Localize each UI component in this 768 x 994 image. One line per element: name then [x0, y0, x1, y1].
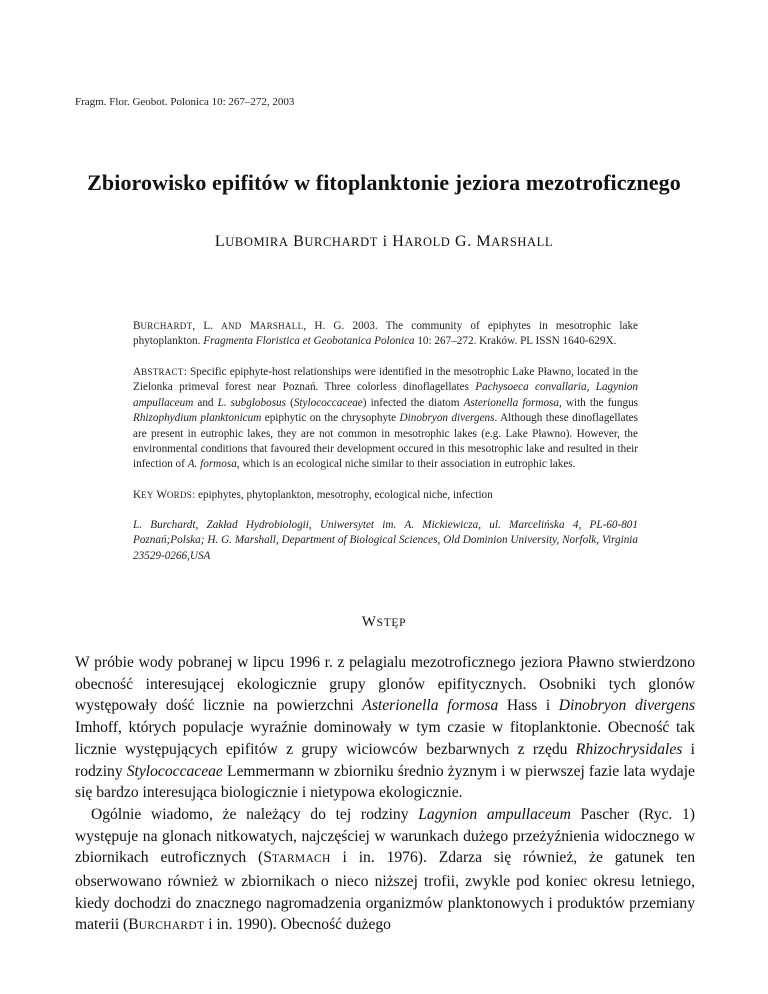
abstract-family: Stylococcaceae: [293, 396, 363, 409]
abstract-species-6: A. formosa: [187, 458, 237, 471]
p1-text-3: Imhoff, których populacje wyraźnie dominowały w tym czasie w fitoplanktonie. Obecność tak licznie występujących epifitów z grupy wiciowców bezbarwnych z rzędu: [75, 719, 695, 758]
citation-text-2: , H. G. 2003. The community of epiphytes in mesotrophic lake phytoplankton.: [133, 320, 639, 348]
citation-and: AND: [221, 321, 242, 331]
p2-ref1-initial: S: [263, 849, 272, 867]
keywords-label-rest: ORDS: [166, 490, 193, 500]
p1-text-4: i rodziny: [75, 740, 695, 780]
article-title: Zbiorowisko epifitów w fitoplanktonie jeziora mezotroficznego: [87, 170, 681, 195]
abstract-species-5: Dinobryon divergens: [399, 412, 495, 425]
abstract-paren-open: (: [290, 396, 294, 409]
abstract-text-1: Specific epiphyte-host relationships were identified in the mesotrophic Lake Pławno, located in the Zielonka primeval forest near Poznań. Three colorless dinoflagellates: [133, 366, 638, 394]
p2-ref2-initial: B: [128, 916, 139, 934]
citation-author2-initial: M: [249, 320, 260, 332]
paragraph-2: [75, 804, 695, 938]
abstract-label-initial: A: [133, 366, 142, 378]
author1-first-rest: UBOMIRA: [225, 235, 289, 249]
citation-author2-rest: ARSHALL: [259, 321, 304, 331]
abstract-species-1: Pachysoeca convallaria, Lagynion ampullaceum: [133, 381, 638, 409]
p2-text-3: i in. 1976). Zdarza się również, że gatunek ten obserwowano również w zbiornikach o nieco niższej trofii, zwykle pod koniec okresu letniego, kiedy dochodzi do znacznego nagromadzenia organizmów planktonowych i produktów przemiany materii (: [75, 849, 695, 934]
p2-text-2: Pascher (Ryc. 1) występuje na glonach nitkowatych, najczęściej w warunkach dużego przeżyźnienia widocznego w zbiornikach eutroficznych (: [75, 805, 695, 867]
authors-conjunction: i: [382, 233, 388, 250]
journal-header: Fragm. Flor. Geobot. Polonica 10: 267–272, 2003: [75, 96, 295, 108]
p1-species-1: Asterionella formosa: [362, 697, 499, 715]
p2-ref2-rest: URCHARDT: [138, 920, 205, 933]
citation-author1-rest: URCHARDT: [140, 321, 193, 331]
p1-species-3: Rhizochrysidales: [575, 740, 683, 758]
author1-last-rest: URCHARDT: [304, 235, 378, 249]
paragraph-1: [75, 652, 695, 804]
author1-last-initial: B: [293, 233, 305, 250]
abstract-text-4: epiphytic on the chrysophyte: [264, 412, 397, 425]
keywords-text: : epiphytes, phytoplankton, mesotrophy, ecological niche, infection: [192, 489, 493, 501]
p2-text-4: i in. 1990). Obecność dużego: [208, 916, 391, 934]
keywords-label-initial-2: W: [156, 489, 167, 501]
body-text: [75, 652, 695, 938]
abstract-text-5: . Although these dinoflagellates are present in eutrophic lakes, they are not common in mesotrophic lakes (e.g. Lake Pławno). However, the environmental conditions that favoured their development occured in this mesotrophic lake and resulted in their infection of: [133, 412, 639, 471]
citation-text-3: 10: 267–272. Kraków. PL ISSN 1640-629X.: [417, 335, 617, 348]
abstract-block: [133, 365, 638, 473]
authors-line: [0, 233, 768, 251]
abstract-label-rest: BSTRACT: [141, 367, 184, 377]
citation-journal: Fragmenta Floristica et Geobotanica Polonica: [203, 335, 415, 348]
section-heading-initial: W: [361, 614, 377, 630]
abstract-species-2: L. subglobosus: [217, 396, 287, 409]
section-heading-wstep: [0, 614, 768, 631]
keywords-label-initial: K: [133, 489, 142, 501]
abstract-text-6: , which is an ecological niche similar to their association in eutrophic lakes.: [236, 458, 576, 471]
p2-ref1-rest: TARMACH: [271, 853, 331, 866]
abstract-text-2: ) infected the diatom: [362, 396, 460, 409]
author2-middle-initial: G.: [455, 233, 472, 250]
affiliation-block: L. Burchardt, Zakład Hydrobiologii, Uniwersytet im. A. Mickiewicza, ul. Marcelińska 4, PL-60-801 Poznań;Polska; H. G. Marshall, Department of Biological Sciences, Old Dominion University, Norfolk, Virginia 23529-0266,USA: [133, 519, 638, 562]
author2-last-rest: ARSHALL: [491, 235, 554, 249]
abstract-and: and: [197, 396, 214, 409]
abstract-species-4: Rhizophydium planktonicum: [133, 412, 262, 425]
p2-text-1: Ogólnie wiadomo, że należący do tej rodziny: [91, 805, 409, 823]
section-heading-rest: STĘP: [376, 617, 407, 629]
keywords-block: [133, 488, 638, 503]
p2-species-1: Lagynion ampullaceum: [418, 805, 571, 823]
citation-text-1: , L.: [192, 320, 213, 332]
p1-text-1: W próbie wody pobranej w lipcu 1996 r. z pelagialu mezotroficznego jeziora Pławno stwierdzono obecność interesującej ekologicznie grupy glonów epifitycznych. Osobniki tych glonów występowały dość licznie na powierzchni: [75, 654, 695, 715]
author1-first-initial: L: [214, 233, 226, 250]
keywords-label-mid: EY: [141, 490, 154, 500]
author2-first-rest: AROLD: [404, 235, 451, 249]
citation-author1-initial: B: [133, 320, 141, 332]
author2-last-initial: M: [476, 233, 492, 250]
author2-first-initial: H: [392, 233, 405, 250]
p1-text-5: Lemmermann w zbiorniku średnio żyznym i w pierwszej fazie lata wydaje się bardzo interesująca biologicznie i nietypowa ekologicznie.: [75, 762, 695, 802]
abstract-text-3: with the fungus: [565, 396, 639, 409]
citation-block: [133, 319, 638, 350]
p1-species-4: Stylococcaceae: [126, 762, 223, 780]
abstract-label-colon: :: [183, 366, 187, 378]
p1-species-2: Dinobryon divergens: [558, 697, 696, 715]
p1-text-2: Hass i: [506, 697, 551, 715]
abstract-species-3: Asterionella formosa,: [463, 396, 562, 409]
